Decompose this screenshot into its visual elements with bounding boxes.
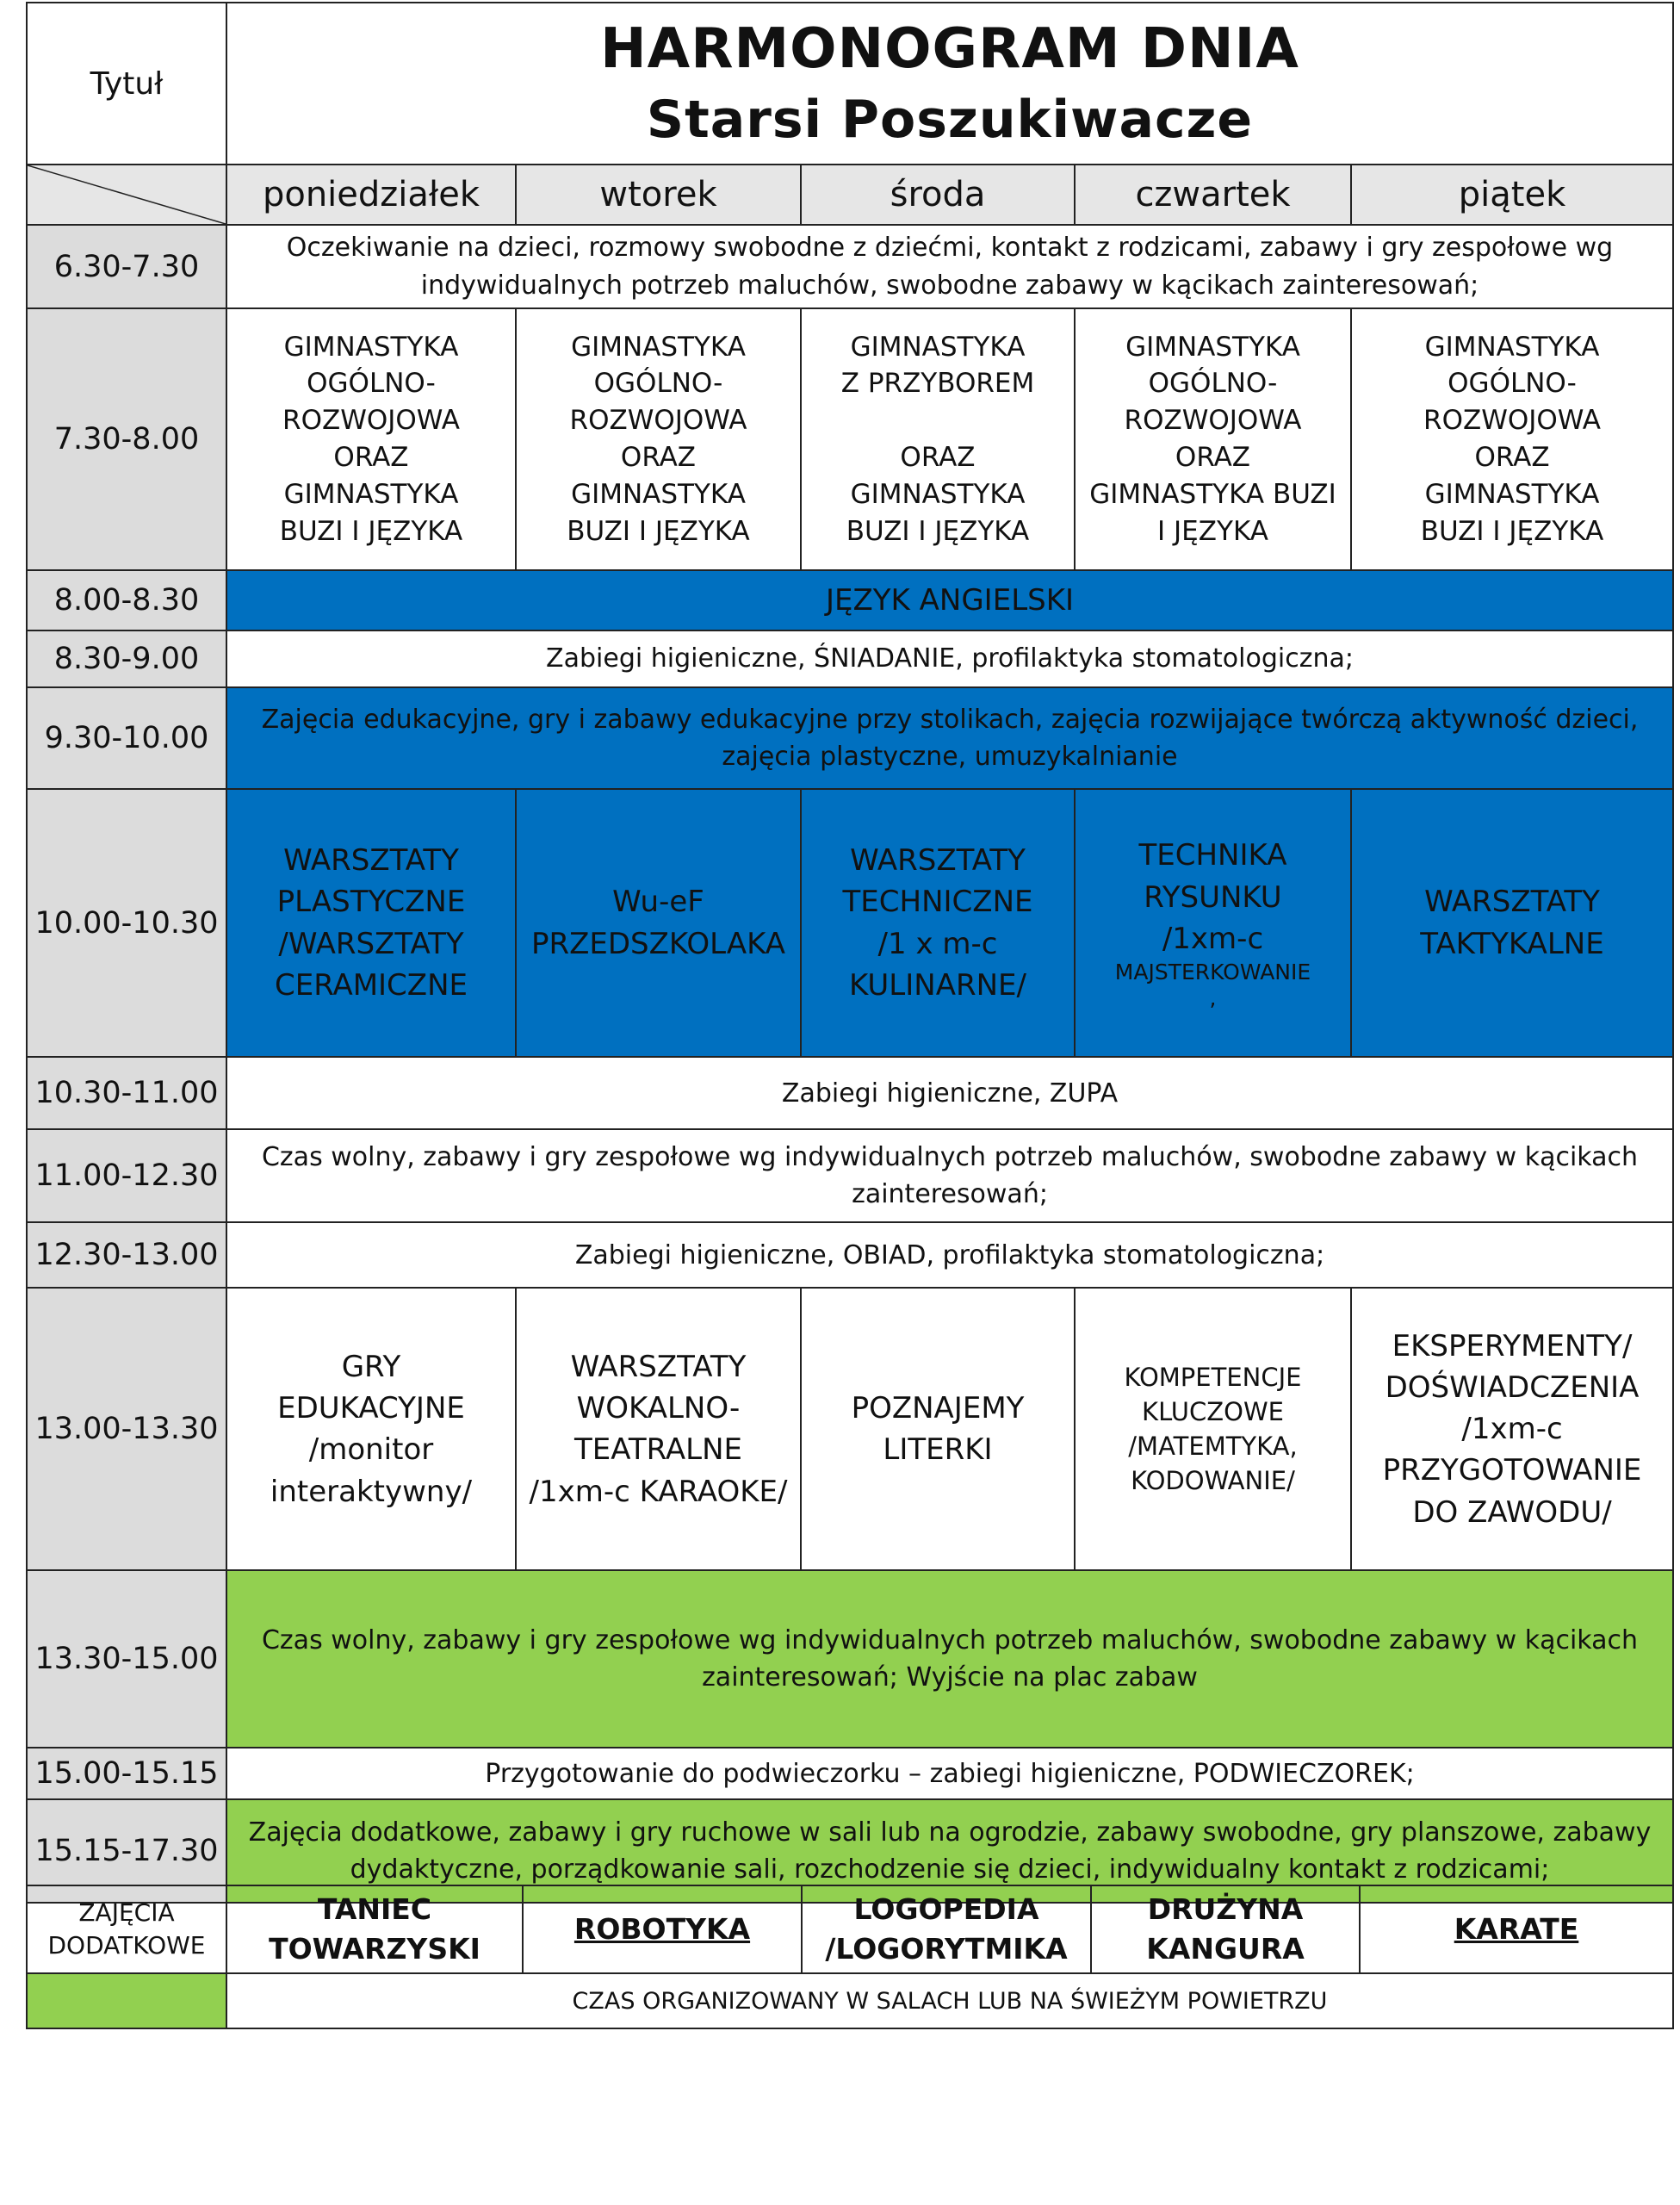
- activity-cell-wednesday: WARSZTATY TECHNICZNE /1 x m-c KULINARNE/: [801, 789, 1075, 1057]
- activity-cell-tuesday: WARSZTATY WOKALNO- TEATRALNE /1xm-c KARAOKE/: [516, 1288, 801, 1570]
- activity-cell-thursday: KOMPETENCJE KLUCZOWE /MATEMTYKA, KODOWANIE/: [1075, 1288, 1351, 1570]
- time-cell: 9.30-10.00: [27, 687, 226, 789]
- schedule-row: [27, 1057, 1673, 1129]
- day-header-monday: poniedziałek: [226, 165, 516, 225]
- activity-cell-tuesday: GIMNASTYKA OGÓLNO- ROZWOJOWA ORAZ GIMNASTYKA BUZI I JĘZYKA: [516, 308, 801, 570]
- activity-cell-monday: GIMNASTYKA OGÓLNO- ROZWOJOWA ORAZ GIMNASTYKA BUZI I JĘZYKA: [226, 308, 516, 570]
- activity-subtext: MAJSTERKOWANIE ,: [1114, 960, 1311, 1011]
- activity-cell: Zabiegi higieniczne, ZUPA: [226, 1057, 1673, 1129]
- diagonal-corner-cell: [27, 165, 226, 225]
- page-title: HARMONOGRAM DNIA: [600, 17, 1299, 82]
- activity-cell: Zajęcia edukacyjne, gry i zabawy edukacyjne przy stolikach, zajęcia rozwijające twórczą aktywność dzieci, zajęcia plastyczne, umuzykalnianie: [226, 687, 1673, 789]
- schedule-row: [27, 1129, 1673, 1222]
- day-header-wednesday: środa: [801, 165, 1075, 225]
- schedule-row: [27, 225, 1673, 308]
- schedule-row: [27, 789, 1673, 1057]
- activity-cell: Oczekiwanie na dzieci, rozmowy swobodne z dziećmi, kontakt z rodzicami, zabawy i gry zespołowe wg indywidualnych potrzeb maluchów, swobodne zabawy w kącikach zainteresowań;: [226, 225, 1673, 308]
- time-cell: 8.00-8.30: [27, 570, 226, 630]
- activity-cell: Czas wolny, zabawy i gry zespołowe wg indywidualnych potrzeb maluchów, swobodne zabawy w kącikach zainteresowań; Wyjście na plac zabaw: [226, 1570, 1673, 1748]
- extra-note-row: [27, 1973, 1673, 2028]
- activity-cell-thursday: GIMNASTYKA OGÓLNO- ROZWOJOWA ORAZ GIMNASTYKA BUZI I JĘZYKA: [1075, 308, 1351, 570]
- activity-cell-friday: GIMNASTYKA OGÓLNO- ROZWOJOWA ORAZ GIMNASTYKA BUZI I JĘZYKA: [1351, 308, 1673, 570]
- extra-item-team-kangaroo: DRUŻYNA KANGURA: [1091, 1885, 1360, 1973]
- extra-activities-label: ZAJĘCIA DODATKOWE: [27, 1885, 226, 1973]
- time-cell: 13.30-15.00: [27, 1570, 226, 1748]
- extra-activities-row: [27, 1885, 1673, 1973]
- activity-cell: Przygotowanie do podwieczorku – zabiegi higieniczne, PODWIECZOREK;: [226, 1748, 1673, 1799]
- schedule-row: [27, 1570, 1673, 1748]
- schedule-row: [27, 687, 1673, 789]
- time-cell: 10.00-10.30: [27, 789, 226, 1057]
- schedule-table: [26, 2, 1674, 1904]
- extra-note: CZAS ORGANIZOWANY W SALACH LUB NA ŚWIEŻYM POWIETRZU: [226, 1973, 1673, 2028]
- schedule-row: [27, 570, 1673, 630]
- time-cell: 10.30-11.00: [27, 1057, 226, 1129]
- title-label: Tytuł: [27, 3, 226, 165]
- activity-text: TECHNIKA RYSUNKU /1xm-c: [1138, 838, 1287, 956]
- schedule-row: [27, 1288, 1673, 1570]
- activity-cell-tuesday: Wu-eF PRZEDSZKOLAKA: [516, 789, 801, 1057]
- schedule-row: [27, 630, 1673, 687]
- extra-item-karate-text: KARATE: [1454, 1912, 1579, 1947]
- activity-cell-wednesday: POZNAJEMY LITERKI: [801, 1288, 1075, 1570]
- title-cell: [226, 3, 1673, 165]
- green-legend-cell: [27, 1973, 226, 2028]
- extra-item-karate: [1360, 1885, 1673, 1973]
- activity-cell-monday: WARSZTATY PLASTYCZNE /WARSZTATY CERAMICZNE: [226, 789, 516, 1057]
- activity-cell-friday: EKSPERYMENTY/ DOŚWIADCZENIA /1xm-c PRZYGOTOWANIE DO ZAWODU/: [1351, 1288, 1673, 1570]
- title-row: [27, 3, 1673, 165]
- activity-cell-wednesday: GIMNASTYKA Z PRZYBOREM ORAZ GIMNASTYKA BUZI I JĘZYKA: [801, 308, 1075, 570]
- activity-cell: Zajęcia dodatkowe, zabawy i gry ruchowe w sali lub na ogrodzie, zabawy swobodne, gry planszowe, zabawy dydaktyczne, porządkowanie sali, rozchodzenie się dzieci, indywidualny kontakt z rodzicami;: [226, 1799, 1673, 1903]
- schedule-row: [27, 1222, 1673, 1288]
- day-header-friday: piątek: [1351, 165, 1673, 225]
- activity-cell: JĘZYK ANGIELSKI: [226, 570, 1673, 630]
- time-cell: 15.00-15.15: [27, 1748, 226, 1799]
- page-subtitle: Starsi Poszukiwacze: [646, 89, 1254, 150]
- activity-cell-monday: GRY EDUKACYJNE /monitor interaktywny/: [226, 1288, 516, 1570]
- extra-item-robotics-text: ROBOTYKA: [573, 1912, 751, 1947]
- days-row: [27, 165, 1673, 225]
- schedule-row: [27, 308, 1673, 570]
- activity-cell-thursday: [1075, 789, 1351, 1057]
- extra-activities-table: [26, 1885, 1674, 2029]
- diagonal-line: [28, 165, 226, 224]
- extra-item-dance: TANIEC TOWARZYSKI: [226, 1885, 523, 1973]
- time-cell: 13.00-13.30: [27, 1288, 226, 1570]
- activity-cell: Czas wolny, zabawy i gry zespołowe wg indywidualnych potrzeb maluchów, swobodne zabawy w kącikach zainteresowań;: [226, 1129, 1673, 1222]
- time-cell: 15.15-17.30: [27, 1799, 226, 1903]
- time-cell: 8.30-9.00: [27, 630, 226, 687]
- time-cell: 6.30-7.30: [27, 225, 226, 308]
- time-cell: 12.30-13.00: [27, 1222, 226, 1288]
- activity-cell: Zabiegi higieniczne, ŚNIADANIE, profilaktyka stomatologiczna;: [226, 630, 1673, 687]
- day-header-thursday: czwartek: [1075, 165, 1351, 225]
- activity-cell-friday: WARSZTATY TAKTYKALNE: [1351, 789, 1673, 1057]
- extra-item-speech-therapy: LOGOPEDIA /LOGORYTMIKA: [802, 1885, 1091, 1973]
- time-cell: 7.30-8.00: [27, 308, 226, 570]
- day-header-tuesday: wtorek: [516, 165, 801, 225]
- extra-item-robotics: [523, 1885, 802, 1973]
- schedule-row: [27, 1748, 1673, 1799]
- activity-cell: Zabiegi higieniczne, OBIAD, profilaktyka stomatologiczna;: [226, 1222, 1673, 1288]
- time-cell: 11.00-12.30: [27, 1129, 226, 1222]
